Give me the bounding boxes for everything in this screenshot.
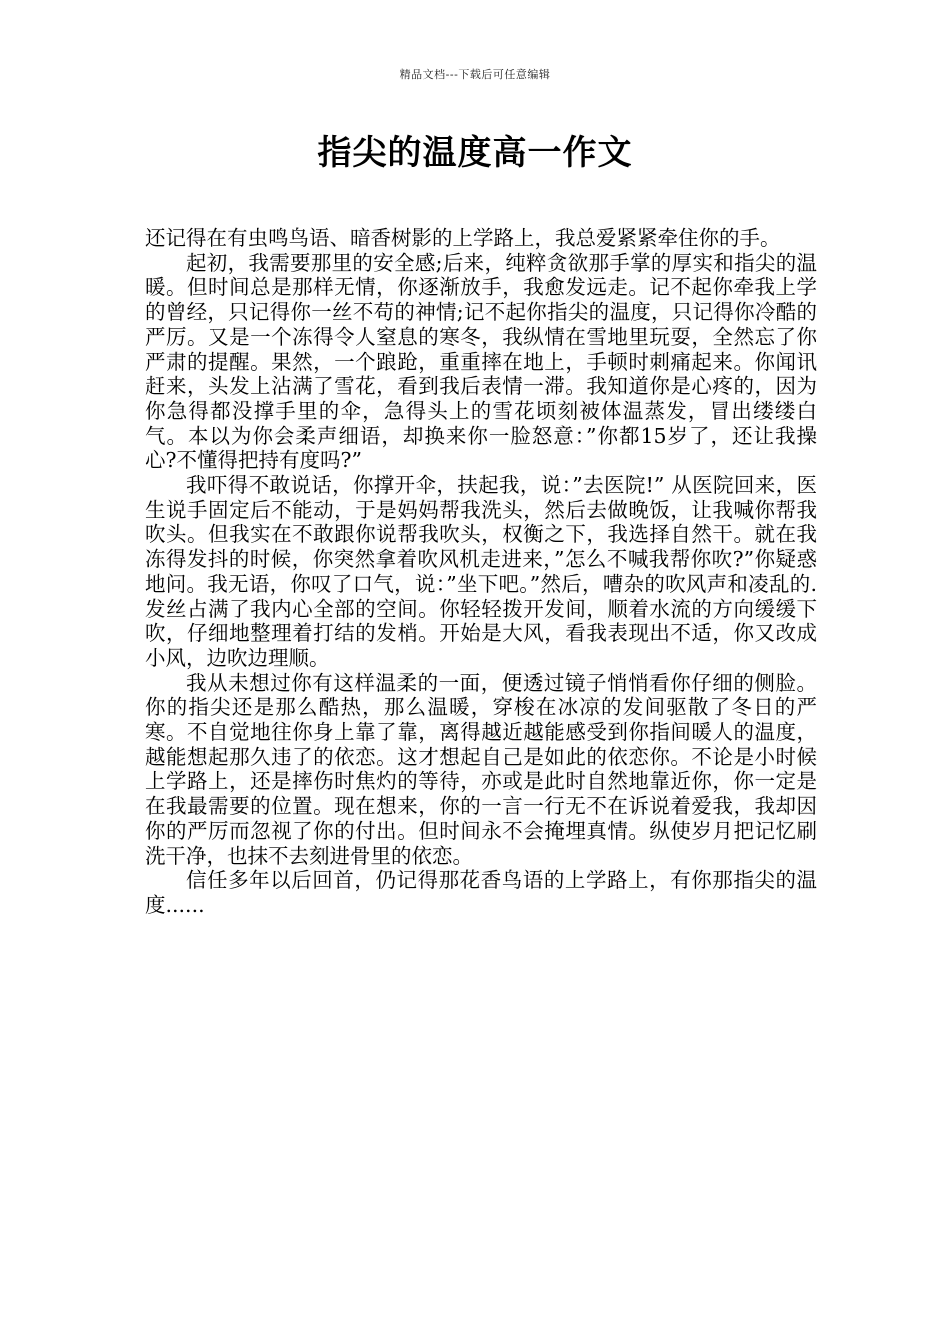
essay-body	[145, 226, 817, 918]
header-note: 精品文档---下载后可任意编辑	[399, 68, 551, 81]
paragraph-5: 信任多年以后回首，仍记得那花香鸟语的上学路上，有你那指尖的温度......	[145, 868, 817, 917]
paragraph-3: 我吓得不敢说话，你撑开伞，扶起我，说：”去医院!” 从医院回来，医生说手固定后不能动，于是妈妈帮我洗头，然后去做晚饭，让我喊你帮我吹头。但我实在不敢跟你说帮我吹头，权衡之下，我选择自然干。就在我冻得发抖的时候，你突然拿着吹风机走进来，”怎么不喊我帮你吹?”你疑惑地问。我无语，你叹了口气，说：”坐下吧。”然后，嘈杂的吹风声和凌乱的.发丝占满了我内心全部的空间。你轻轻拨开发间，顺着水流的方向缓缓下吹，仔细地整理着打结的发梢。开始是大风，看我表现出不适，你又改成小风，边吹边理顺。	[145, 473, 817, 670]
paragraph-4: 我从未想过你有这样温柔的一面，便透过镜子悄悄看你仔细的侧脸。你的指尖还是那么酷热，那么温暖，穿梭在冰凉的发间驱散了冬日的严寒。不自觉地往你身上靠了靠，离得越近越能感受到你指间暖人的温度，越能想起那久违了的依恋。这才想起自己是如此的依恋你。不论是小时候上学路上，还是摔伤时焦灼的等待，亦或是此时自然地靠近你，你一定是在我最需要的位置。现在想来，你的一言一行无不在诉说着爱我，我却因你的严厉而忽视了你的付出。但时间永不会掩埋真情。纵使岁月把记忆刷洗干净，也抹不去刻进骨里的依恋。	[145, 670, 817, 868]
paragraph-1: 还记得在有虫鸣鸟语、暗香树影的上学路上，我总爱紧紧牵住你的手。	[145, 226, 781, 250]
paragraph-2: 起初，我需要那里的安全感;后来，纯粹贪欲那手掌的厚实和指尖的温暖。但时间总是那样无情，你逐渐放手，我愈发远走。记不起你牵我上学的曾经，只记得你一丝不苟的神情;记不起你指尖的温度，只记得你冷酷的严厉。又是一个冻得令人窒息的寒冬，我纵情在雪地里玩耍，全然忘了你严肃的提醒。果然，一个踉跄，重重摔在地上，手顿时刺痛起来。你闻讯赶来，头发上沾满了雪花，看到我后表情一滞。我知道你是心疼的，因为你急得都没撑手里的伞，急得头上的雪花顷刻被体温蒸发，冒出缕缕白气。本以为你会柔声细语，却换来你一脸怒意：”你都15岁了，还让我操心?不懂得把持有度吗?”	[145, 250, 817, 473]
document-title: 指尖的温度高一作文	[317, 133, 633, 173]
